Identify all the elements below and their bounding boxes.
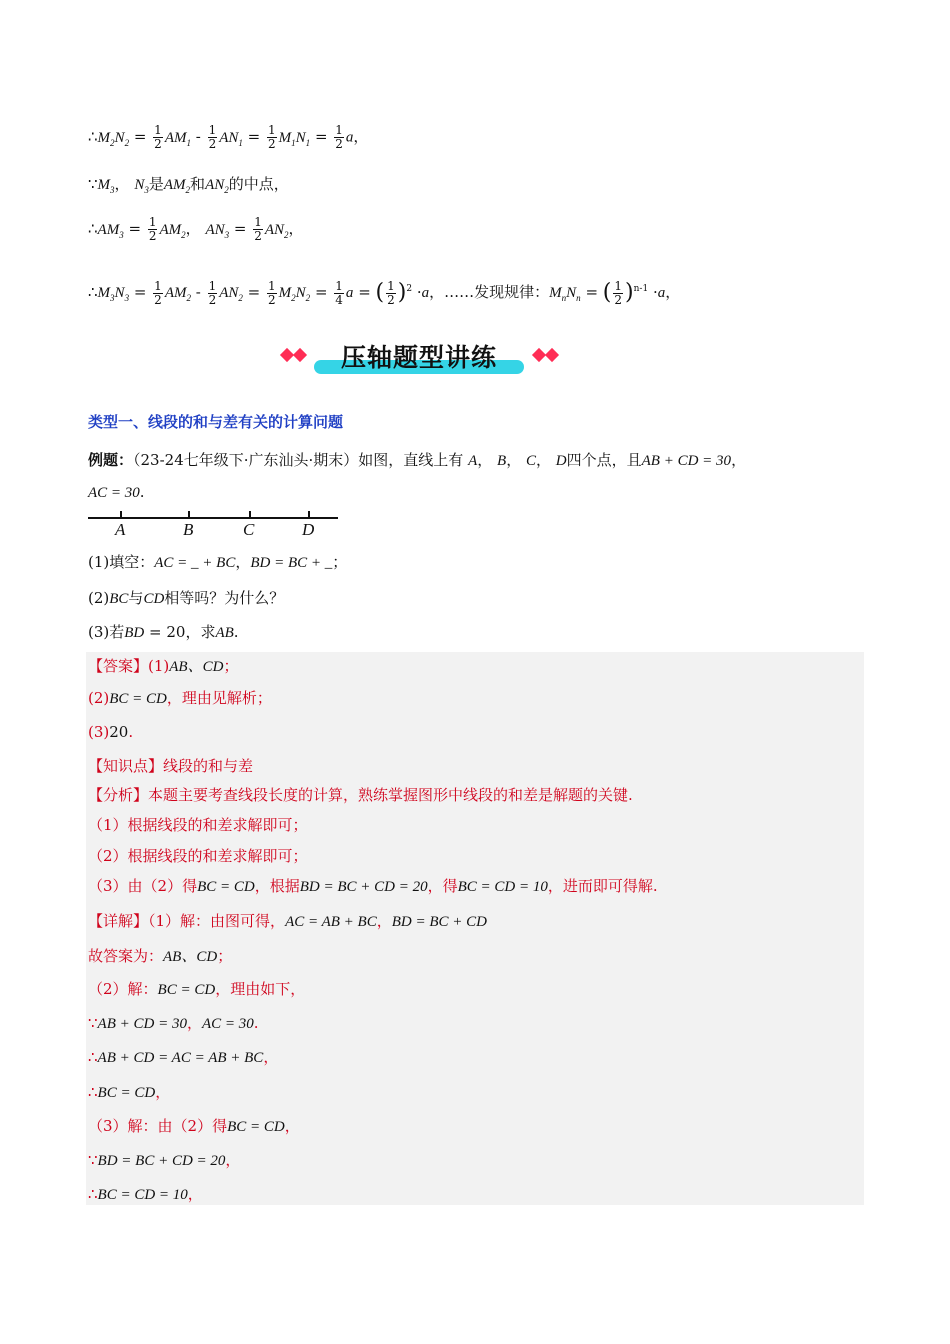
point-label-c: C (243, 520, 255, 539)
question-1: (1)填空：AC = _ + BC，BD = BC + _； (88, 553, 348, 571)
detail-3: （3）解：由（2）得BC = CD， (88, 1117, 300, 1135)
diamond-icon (293, 348, 307, 362)
answer-2: (2)BC = CD，理由见解析； (88, 689, 272, 707)
question-2: (2)BC与CD相等吗？为什么？ (88, 589, 285, 607)
detail-step-2: ∴AB + CD = AC = AB + BC， (88, 1048, 279, 1066)
analysis-step-1: （1）根据线段的和差求解即可； (88, 816, 308, 834)
number-line (88, 517, 338, 519)
banner-title: 压轴题型讲练 (340, 343, 497, 372)
section-title: 类型一、线段的和与差有关的计算问题 (88, 413, 344, 431)
diamond-icon (545, 348, 559, 362)
point-tick-c (249, 511, 251, 519)
derivation-line-4: $\therefore M_3N_3$ = $\frac{1}{2}$ $AM_2$ - $\frac{1}{2}$ $AN_2$ = $\frac{1}{2}$ $M_2N_2$ = $\frac{1}{4}$ a = ( $\frac{1}{2}$ )$^2$ ·a，……发现规律：$M_nN_n$ = ( $\frac{1}{2}$ )$^{n-1}$ ·a， (88, 278, 681, 307)
detail-2: （2）解：BC = CD，理由如下， (88, 980, 306, 998)
detail-1: 【详解】（1）解：由图可得，AC = AB + BC，BD = BC + CD (88, 912, 487, 930)
detail-step-5: ∴BC = CD = 10， (88, 1185, 203, 1203)
point-tick-a (120, 511, 122, 519)
detail-step-4: ∵BD = BC + CD = 20， (88, 1151, 241, 1169)
point-tick-b (188, 511, 190, 519)
point-label-b: B (183, 520, 194, 539)
analysis-step-2: （2）根据线段的和差求解即可； (88, 847, 308, 865)
detail-answer-1: 故答案为：AB、CD； (88, 947, 233, 965)
detail-step-1: ∵AB + CD = 30，AC = 30. (88, 1014, 259, 1032)
analysis-step-3: （3）由（2）得BC = CD，根据BD = BC + CD = 20，得BC = CD = 10，进而即可得解. (88, 877, 658, 895)
detail-step-3: ∴BC = CD， (88, 1083, 171, 1101)
answer-1: 【答案】(1)AB、CD； (88, 657, 239, 675)
point-label-d: D (302, 520, 315, 539)
section-banner (278, 336, 566, 380)
derivation-line-1: $\therefore M_2N_2$ = $\frac{1}{2}$ $AM_1$ - $\frac{1}{2}$ $AN_1$ = $\frac{1}{2}$ $M_1N_1$ = $\frac{1}{2}$ a， (88, 123, 369, 151)
point-tick-d (308, 511, 310, 519)
question-3: (3)若BD = 20，求AB. (88, 623, 239, 641)
point-label-a: A (115, 520, 126, 539)
analysis: 【分析】本题主要考查线段长度的计算，熟练掌握图形中线段的和差是解题的关键. (88, 786, 633, 804)
answer-3: (3)20. (88, 723, 134, 741)
derivation-line-3: $\therefore AM_3$ = $\frac{1}{2}$ $AM_2$， $AN_3$ = $\frac{1}{2}$ $AN_2$， (88, 215, 304, 243)
example-statement: 例题：（23-24七年级下·广东汕头·期末）如图，直线上有 A， B， C， D四个点，且AB + CD = 30， (88, 451, 747, 469)
example-condition: AC = 30. (88, 483, 145, 501)
derivation-line-2: $\because M_3$， $N_3$是$AM_2$和$AN_2$的中点， (88, 175, 289, 195)
knowledge-point: 【知识点】线段的和与差 (88, 757, 254, 775)
